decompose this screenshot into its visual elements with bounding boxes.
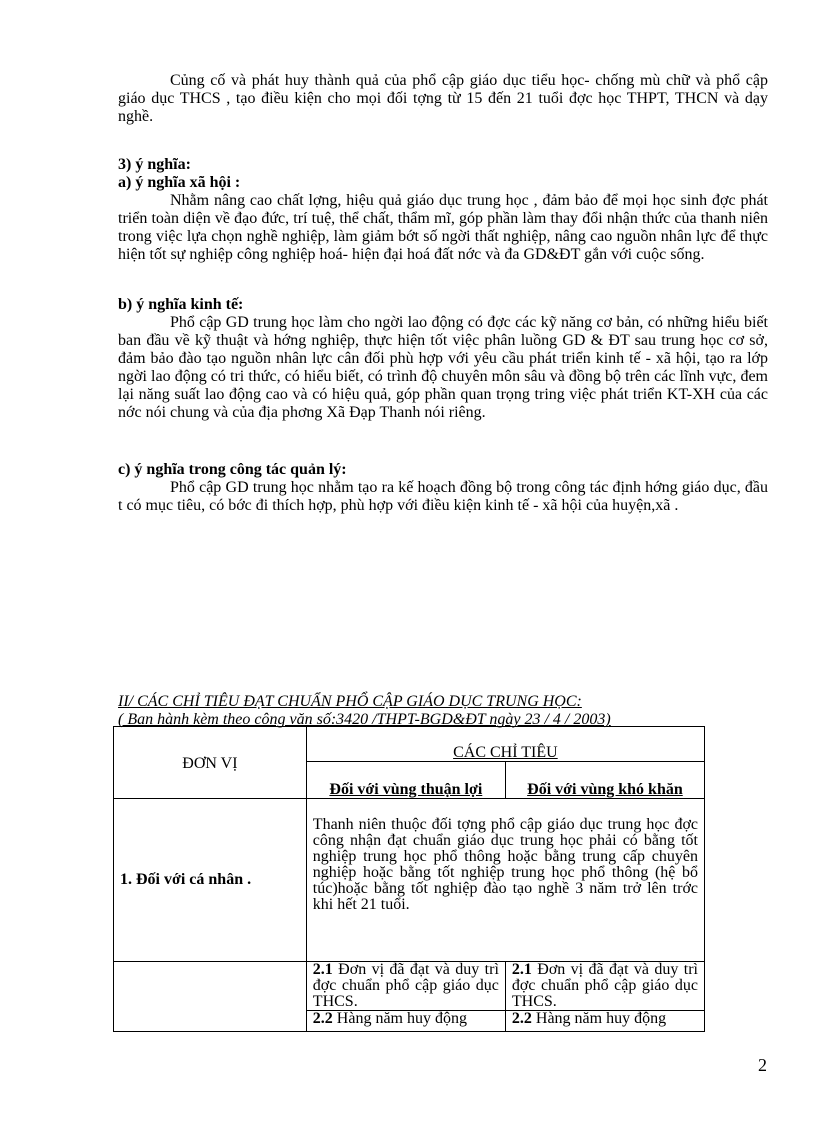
item-text: Đơn vị đã đạt và duy trì đợc chuẩn phổ cập giáo dục THCS. [312,961,499,1010]
header-difficult-cell: Đối với vùng khó khăn [505,762,704,799]
item-text: Hàng năm huy động [531,1010,667,1027]
section-b-heading: b) ý nghĩa kinh tế: [118,296,244,313]
table-row [114,962,705,1011]
section-management [118,461,768,515]
section-c-heading: c) ý nghĩa trong công tác quản lý: [118,461,347,478]
intro-paragraph: Củng cố và phát huy thành quả của phổ cập giáo dục tiểu học- chống mù chữ và phổ cập giáo dục THCS , tạo điều kiện cho mọi đối tợng từ 15 đến 21 tuổi đợc học THPT, THCN và dạy nghề. [118,72,768,125]
section-a-heading: a) ý nghĩa xã hội : [118,174,241,191]
header-criteria-cell: CÁC CHỈ TIÊU [306,727,704,762]
row-2-2-difficult [505,1011,704,1032]
item-number: 2.2 [511,1010,532,1027]
page-number: 2 [758,1055,767,1075]
section-b-paragraph: Phổ cập GD trung học làm cho ngời lao động có đợc các kỹ năng cơ bản, có những hiểu biết ban đầu về kỹ thuật và hớng nghiệp, thực hiện tốt việc phân luồng GD & ĐT sau trung học cơ sở, đảm bảo đào tạo nguồn nhân lực cân đối phù hợp với yêu cầu phát triển kinh tế - xã hội, tạo ra lớp ngời lao động có tri thức, có hiểu biết, có trình độ chuyên môn sâu và đồng bộ trên các lĩnh vực, đem lại năng suất lao động cao và có hiệu quả, góp phần quan trọng tring việc phát triển KT-XH của các nớc nói chung và của địa phơng Xã Đạp Thanh nói riêng. [118,314,768,421]
item-text: Hàng năm huy động [332,1010,467,1027]
row-individual-label: 1. Đối với cá nhân . [114,799,307,962]
table-header-row [114,727,705,762]
table-row [114,799,705,962]
header-unit-cell: ĐƠN VỊ [114,727,307,799]
header-favorable-cell: Đối với vùng thuận lợi [306,762,505,799]
criteria-table [113,726,705,1032]
table-subtitle: ( Ban hành kèm theo công văn số:3420 /THPT-BGD&ĐT ngày 23 / 4 / 2003) [118,711,611,728]
row-2-1-difficult [505,962,704,1011]
item-number: 2.2 [312,1010,333,1027]
section-a-paragraph: Nhằm nâng cao chất lợng, hiệu quả giáo dục trung học , đảm bảo để mọi học sinh đợc phát triển toàn diện về đạo đức, trí tuệ, thể chất, thẩm mĩ, góp phần làm thay đổi nhận thức của thanh niên trong việc lựa chọn nghề nghiệp, làm giảm bớt số ngời thất nghiệp, nâng cao nguồn nhân lực để thực hiện tốt sự nghiệp công nghiệp hoá- hiện đại hoá đất nớc và đa GD&ĐT gắn với cuộc sống. [118,192,768,263]
section-c-paragraph: Phổ cập GD trung học nhằm tạo ra kế hoạch đồng bộ trong công tác định hớng giáo dục, đầu t có mục tiêu, có bớc đi thích hợp, phù hợp với điều kiện kinh tế - xã hội của huyện,xã . [118,479,768,514]
table-title: II/ CÁC CHỈ TIÊU ĐẠT CHUẨN PHỔ CẬP GIÁO DỤC TRUNG HỌC: [118,693,582,710]
row-unit-label [114,962,307,1032]
section-3-heading: 3) ý nghĩa: [118,156,191,173]
section-meaning [118,156,768,264]
item-number: 2.1 [511,961,532,978]
item-number: 2.1 [312,961,333,978]
row-2-2-favorable [306,1011,505,1032]
row-individual-text: Thanh niên thuộc đối tợng phổ cập giáo dục trung học đợc công nhận đạt chuẩn giáo dục trung học phải có bằng tốt nghiệp trung học phổ thông hoặc bằng trung cấp chuyên nghiệp hoặc bằng tốt nghiệp trung học phổ thông (hệ bổ túc)hoặc bằng tốt nghiệp đào tạo nghề 3 năm trở lên trớc khi hết 21 tuổi. [306,799,704,962]
section-economic [118,296,768,422]
item-text: Đơn vị đã đạt và duy trì đợc chuẩn phổ cập giáo dục THCS. [511,961,698,1010]
row-2-1-favorable [306,962,505,1011]
